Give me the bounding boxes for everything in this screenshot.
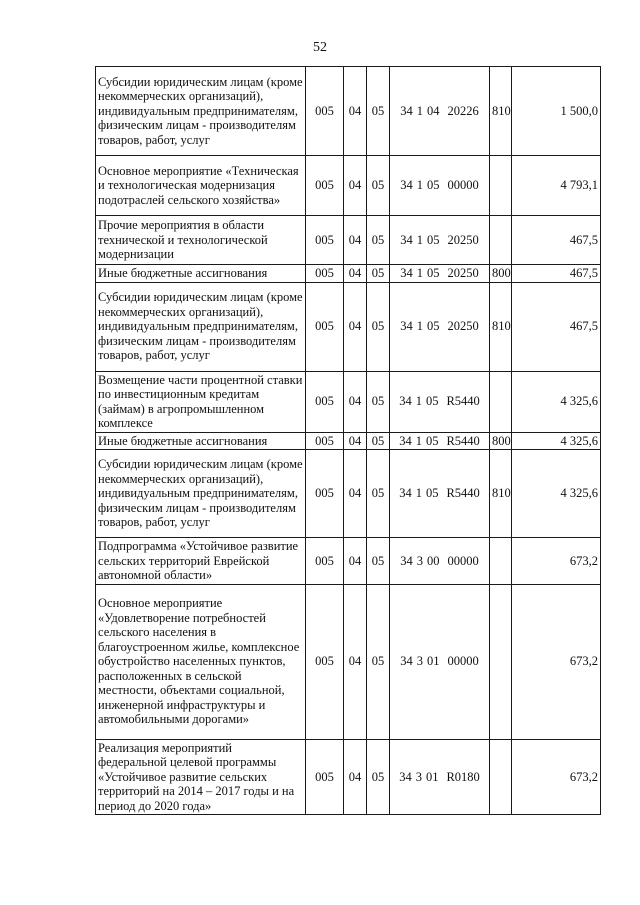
expense-name-cell: Подпрограмма «Устойчивое развитие сельских территорий Еврейской автономной области» — [96, 538, 306, 585]
csr-measure-code: 05 — [425, 433, 439, 448]
csr-subprogram-code: 3 — [415, 769, 422, 784]
csr-subprogram-code: 1 — [416, 232, 423, 247]
csr-cell — [390, 67, 490, 156]
rz-cell: 04 — [344, 450, 367, 538]
csr-cell — [390, 538, 490, 585]
vr-cell — [490, 584, 512, 739]
csr-program-code: 34 — [399, 486, 412, 501]
ved-cell: 005 — [306, 156, 344, 216]
amount-cell: 673,2 — [512, 538, 601, 585]
table-row — [96, 265, 601, 283]
csr-program-code: 34 — [400, 553, 413, 568]
csr-program-code: 34 — [400, 654, 413, 669]
amount-cell: 4 793,1 — [512, 156, 601, 216]
csr-direction-code: 00000 — [447, 553, 479, 568]
vr-cell — [490, 538, 512, 585]
csr-direction-code: 20250 — [447, 232, 479, 247]
pr-cell: 05 — [367, 156, 390, 216]
vr-cell: 810 — [490, 282, 512, 371]
page-number: 52 — [313, 40, 327, 55]
csr-program-code: 34 — [399, 394, 412, 409]
csr-subprogram-code: 3 — [416, 553, 423, 568]
csr-subprogram-code: 1 — [416, 103, 423, 118]
csr-measure-code: 05 — [425, 394, 439, 409]
table-row — [96, 216, 601, 265]
csr-cell — [390, 371, 490, 432]
csr-subprogram-code: 3 — [416, 654, 423, 669]
csr-cell — [390, 739, 490, 815]
pr-cell: 05 — [367, 450, 390, 538]
csr-program-code: 34 — [399, 433, 412, 448]
expense-name-cell: Реализация мероприятий федеральной целевой программы «Устойчивое развитие сельских территорий на 2014 – 2017 годы и на период до 2020 года» — [96, 739, 306, 815]
rz-cell: 04 — [344, 265, 367, 283]
amount-cell: 673,2 — [512, 584, 601, 739]
budget-table — [95, 66, 601, 815]
csr-direction-code: 00000 — [447, 178, 479, 193]
csr-measure-code: 01 — [425, 769, 439, 784]
csr-cell — [390, 282, 490, 371]
expense-name-cell: Субсидии юридическим лицам (кроме некоммерческих организаций), индивидуальным предпринимателям, физическим лицам - производителям товаров, работ, услуг — [96, 67, 306, 156]
amount-cell: 467,5 — [512, 282, 601, 371]
expense-name-cell: Субсидии юридическим лицам (кроме некоммерческих организаций), индивидуальным предпринимателям, физическим лицам - производителям товаров, работ, услуг — [96, 450, 306, 538]
expense-name-cell: Основное мероприятие «Удовлетворение потребностей сельского населения в благоустроенном жилье, комплексное обустройство населенных пунктов, расположенных в сельской местности, объектами социальной, инженерной инфраструктуры и автомобильными дорогами» — [96, 584, 306, 739]
pr-cell: 05 — [367, 282, 390, 371]
csr-program-code: 34 — [400, 178, 413, 193]
expense-name-cell: Иные бюджетные ассигнования — [96, 265, 306, 283]
pr-cell: 05 — [367, 584, 390, 739]
csr-cell — [390, 156, 490, 216]
csr-program-code: 34 — [400, 319, 413, 334]
csr-program-code: 34 — [400, 266, 413, 280]
csr-measure-code: 00 — [427, 553, 440, 568]
csr-direction-code: R5440 — [446, 433, 480, 448]
rz-cell: 04 — [344, 67, 367, 156]
ved-cell: 005 — [306, 216, 344, 265]
csr-direction-code: 20250 — [447, 319, 479, 334]
pr-cell: 05 — [367, 216, 390, 265]
amount-cell: 4 325,6 — [512, 432, 601, 450]
ved-cell: 005 — [306, 450, 344, 538]
vr-cell: 810 — [490, 450, 512, 538]
expense-name-cell: Основное мероприятие «Техническая и технологическая модернизация подотраслей сельского хозяйства» — [96, 156, 306, 216]
rz-cell: 04 — [344, 584, 367, 739]
csr-measure-code: 01 — [427, 654, 440, 669]
rz-cell: 04 — [344, 739, 367, 815]
expense-name-cell: Прочие мероприятия в области технической и технологической модернизации — [96, 216, 306, 265]
csr-subprogram-code: 1 — [415, 394, 422, 409]
rz-cell: 04 — [344, 371, 367, 432]
ved-cell: 005 — [306, 265, 344, 283]
csr-subprogram-code: 1 — [415, 486, 422, 501]
csr-program-code: 34 — [399, 769, 412, 784]
csr-direction-code: 20250 — [447, 266, 479, 280]
csr-measure-code: 04 — [427, 103, 440, 118]
rz-cell: 04 — [344, 216, 367, 265]
csr-direction-code: 20226 — [447, 103, 479, 118]
ved-cell: 005 — [306, 371, 344, 432]
vr-cell: 800 — [490, 432, 512, 450]
rz-cell: 04 — [344, 282, 367, 371]
pr-cell: 05 — [367, 432, 390, 450]
ved-cell: 005 — [306, 739, 344, 815]
csr-program-code: 34 — [400, 103, 413, 118]
vr-cell — [490, 216, 512, 265]
table-row — [96, 67, 601, 156]
csr-measure-code: 05 — [427, 232, 440, 247]
csr-subprogram-code: 1 — [415, 433, 422, 448]
csr-measure-code: 05 — [427, 319, 440, 334]
table-row — [96, 371, 601, 432]
expense-name-cell: Субсидии юридическим лицам (кроме некоммерческих организаций), индивидуальным предпринимателям, физическим лицам - производителям товаров, работ, услуг — [96, 282, 306, 371]
amount-cell: 673,2 — [512, 739, 601, 815]
amount-cell: 467,5 — [512, 216, 601, 265]
csr-direction-code: R0180 — [446, 769, 480, 784]
table-row — [96, 156, 601, 216]
vr-cell: 800 — [490, 265, 512, 283]
table-row — [96, 450, 601, 538]
table-row — [96, 538, 601, 585]
csr-measure-code: 05 — [427, 178, 440, 193]
amount-cell: 467,5 — [512, 265, 601, 283]
table-row — [96, 432, 601, 450]
csr-direction-code: 00000 — [447, 654, 479, 669]
expense-name-cell: Иные бюджетные ассигнования — [96, 432, 306, 450]
ved-cell: 005 — [306, 432, 344, 450]
csr-subprogram-code: 1 — [416, 319, 423, 334]
csr-cell — [390, 265, 490, 283]
pr-cell: 05 — [367, 67, 390, 156]
ved-cell: 005 — [306, 538, 344, 585]
table-row — [96, 739, 601, 815]
csr-cell — [390, 432, 490, 450]
csr-subprogram-code: 1 — [416, 266, 423, 280]
pr-cell: 05 — [367, 265, 390, 283]
expense-name-cell: Возмещение части процентной ставки по инвестиционным кредитам (займам) в агропромышленном комплексе — [96, 371, 306, 432]
rz-cell: 04 — [344, 432, 367, 450]
budget-table-body — [96, 67, 601, 815]
ved-cell: 005 — [306, 282, 344, 371]
vr-cell: 810 — [490, 67, 512, 156]
ved-cell: 005 — [306, 584, 344, 739]
amount-cell: 4 325,6 — [512, 450, 601, 538]
csr-cell — [390, 584, 490, 739]
vr-cell — [490, 739, 512, 815]
pr-cell: 05 — [367, 371, 390, 432]
amount-cell: 4 325,6 — [512, 371, 601, 432]
table-row — [96, 584, 601, 739]
vr-cell — [490, 371, 512, 432]
csr-direction-code: R5440 — [446, 486, 480, 501]
csr-program-code: 34 — [400, 232, 413, 247]
csr-direction-code: R5440 — [446, 394, 480, 409]
csr-subprogram-code: 1 — [416, 178, 423, 193]
amount-cell: 1 500,0 — [512, 67, 601, 156]
rz-cell: 04 — [344, 538, 367, 585]
csr-measure-code: 05 — [425, 486, 439, 501]
rz-cell: 04 — [344, 156, 367, 216]
csr-cell — [390, 450, 490, 538]
csr-measure-code: 05 — [427, 266, 440, 280]
ved-cell: 005 — [306, 67, 344, 156]
csr-cell — [390, 216, 490, 265]
table-row — [96, 282, 601, 371]
pr-cell: 05 — [367, 739, 390, 815]
pr-cell: 05 — [367, 538, 390, 585]
vr-cell — [490, 156, 512, 216]
